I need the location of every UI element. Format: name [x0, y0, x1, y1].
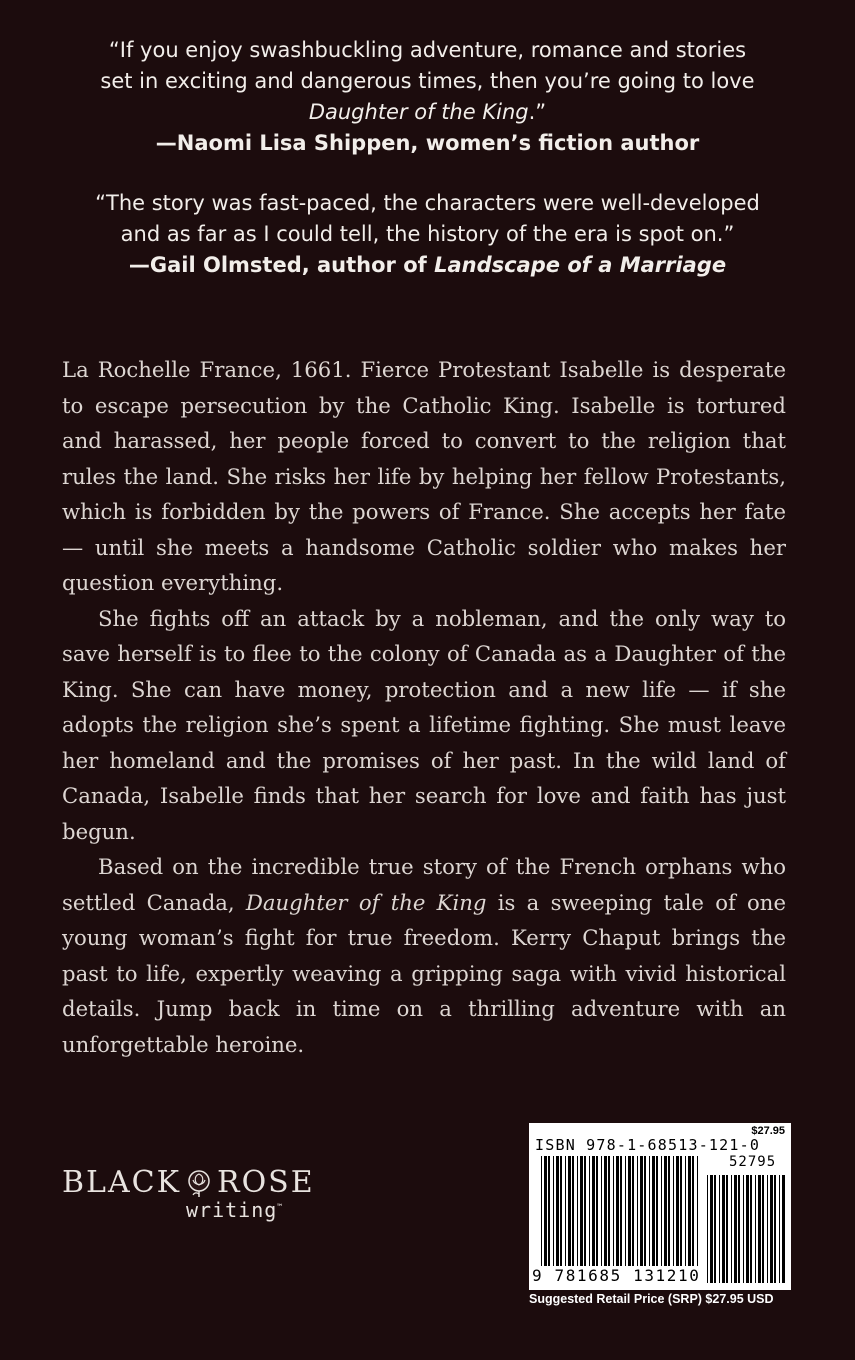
- barcode-bar: [767, 1175, 768, 1283]
- barcode-bar: [692, 1156, 694, 1283]
- barcode-bar: [758, 1175, 761, 1283]
- blurb-book-title: Daughter of the King: [245, 889, 487, 915]
- barcode-bar: [688, 1156, 691, 1283]
- ean-digits: 9 781685 131210: [532, 1266, 701, 1285]
- blurb-paragraph-3: [62, 849, 786, 1062]
- barcode-bar: [685, 1156, 686, 1283]
- barcode-bar: [738, 1175, 740, 1283]
- barcode-bar: [779, 1175, 780, 1283]
- quote-attribution: —Naomi Lisa Shippen, women’s fiction author: [155, 131, 700, 155]
- book-blurb: [62, 352, 786, 1062]
- barcode-bar: [601, 1156, 602, 1283]
- book-title: Daughter of the King: [308, 100, 529, 124]
- barcode-bar: [589, 1156, 590, 1283]
- barcode-bar: [755, 1175, 756, 1283]
- barcode-bar: [637, 1156, 638, 1283]
- barcode-bar: [613, 1156, 614, 1283]
- barcode-bar: [731, 1175, 732, 1283]
- barcode-bar: [673, 1156, 674, 1283]
- barcode-bar: [782, 1175, 785, 1283]
- barcode-bar: [719, 1175, 720, 1283]
- barcode-bar: [770, 1175, 773, 1283]
- barcode-bar: [572, 1156, 574, 1283]
- barcode-bar: [680, 1156, 682, 1283]
- barcode-bar: [556, 1156, 559, 1283]
- barcode-bar: [580, 1156, 583, 1283]
- barcode-bar: [762, 1175, 764, 1283]
- barcode-bar: [664, 1156, 667, 1283]
- barcode-bar: [592, 1156, 595, 1283]
- barcode-price: $27.95: [751, 1125, 785, 1137]
- publisher-name: [62, 1165, 322, 1200]
- isbn-number: ISBN 978-1-68513-121-0: [535, 1136, 761, 1154]
- barcode-bar: [661, 1156, 662, 1283]
- rose-icon: [184, 1168, 214, 1198]
- quote-title-line: [0, 97, 855, 128]
- barcode-bar: [649, 1156, 650, 1283]
- barcode-bar: [596, 1156, 598, 1283]
- barcode-bar: [676, 1156, 679, 1283]
- barcode-bar: [541, 1156, 542, 1283]
- quote-line: set in exciting and dangerous times, then you’re going to love: [100, 69, 755, 93]
- barcode-bar: [774, 1175, 776, 1283]
- barcode-bar: [628, 1156, 631, 1283]
- barcode-bar: [750, 1175, 752, 1283]
- blurb-text: Based on the incredible true story of the French orphans who settled Canada,: [62, 854, 786, 915]
- barcode-bar: [553, 1156, 554, 1283]
- barcode-bar: [625, 1156, 626, 1283]
- barcode-bar: [697, 1156, 698, 1283]
- publisher-logo: [62, 1165, 322, 1222]
- barcode-bar: [722, 1175, 725, 1283]
- barcode-bar: [710, 1175, 713, 1283]
- barcode-bar: [608, 1156, 610, 1283]
- barcode-bar: [640, 1156, 643, 1283]
- barcode-bar: [577, 1156, 578, 1283]
- barcode-bar: [616, 1156, 619, 1283]
- review-quote-1: [0, 35, 855, 159]
- barcode-bar: [544, 1156, 547, 1283]
- publisher-name-right: ROSE: [217, 1165, 315, 1200]
- blurb-paragraph-1: La Rochelle France, 1661. Fierce Protestant Isabelle is desperate to escape persecution by the Catholic King. Isabelle is tortured and harassed, her people forced to convert to the religion that rules the land. She risks her life by helping her fellow Protestants, which is forbidden by the powers of France. She accepts her fate — until she meets a handsome Catholic soldier who makes her question everything.: [62, 357, 786, 595]
- barcode-bar: [604, 1156, 607, 1283]
- barcode-bar: [568, 1156, 571, 1283]
- barcode-bar: [560, 1156, 562, 1283]
- barcode-bar: [743, 1175, 744, 1283]
- barcode-bar: [746, 1175, 749, 1283]
- review-quote-2: [0, 188, 855, 281]
- suggested-retail-price: Suggested Retail Price (SRP) $27.95 USD: [529, 1292, 774, 1306]
- quote-attribution: [0, 250, 855, 281]
- publisher-name-left: BLACK: [62, 1165, 181, 1200]
- barcode-bar: [548, 1156, 550, 1283]
- barcode-bar: [565, 1156, 566, 1283]
- blurb-paragraph-2: She fights off an attack by a nobleman, and the only way to save herself is to flee to the colony of Canada as a Daughter of the King. She can have money, protection and a new life — if she adopts the religion she’s spent a lifetime fighting. She must leave her homeland and the promises of her past. In the wild land of Canada, Isabelle finds that her search for love and faith has just begun.: [62, 605, 786, 844]
- barcode-bar: [668, 1156, 670, 1283]
- barcode-bar: [656, 1156, 658, 1283]
- barcode-bar: [726, 1175, 728, 1283]
- quote-line: “The story was fast-paced, the characters were well-developed: [95, 191, 760, 215]
- publisher-subtitle: [186, 1198, 322, 1222]
- trademark: ™: [277, 1202, 284, 1212]
- blurb-text: is a sweeping tale of one young woman’s fight for true freedom. Kerry Chaput brings the past to life, expertly weaving a gripping saga with vivid historical details. Jump back in time on a thrilling adventure with an unforgettable heroine.: [62, 889, 786, 1057]
- quote-close: .”: [528, 100, 547, 124]
- price-addon-code: 52795: [729, 1154, 777, 1170]
- barcode-bar: [644, 1156, 646, 1283]
- publisher-subtitle-text: writing: [186, 1198, 278, 1222]
- quote-line: “If you enjoy swashbuckling adventure, romance and stories: [108, 38, 747, 62]
- barcode-bar: [584, 1156, 586, 1283]
- barcode-bar: [734, 1175, 737, 1283]
- barcode-bar: [652, 1156, 655, 1283]
- attribution-author: —Gail Olmsted, author of: [128, 253, 435, 277]
- attribution-book-title: Landscape of a Marriage: [434, 253, 727, 277]
- barcode-bar: [620, 1156, 622, 1283]
- barcode-bar: [632, 1156, 634, 1283]
- barcode-bar: [707, 1175, 708, 1283]
- isbn-barcode: [529, 1123, 791, 1290]
- barcode-bar: [714, 1175, 716, 1283]
- quote-line: and as far as I could tell, the history of the era is spot on.”: [120, 222, 735, 246]
